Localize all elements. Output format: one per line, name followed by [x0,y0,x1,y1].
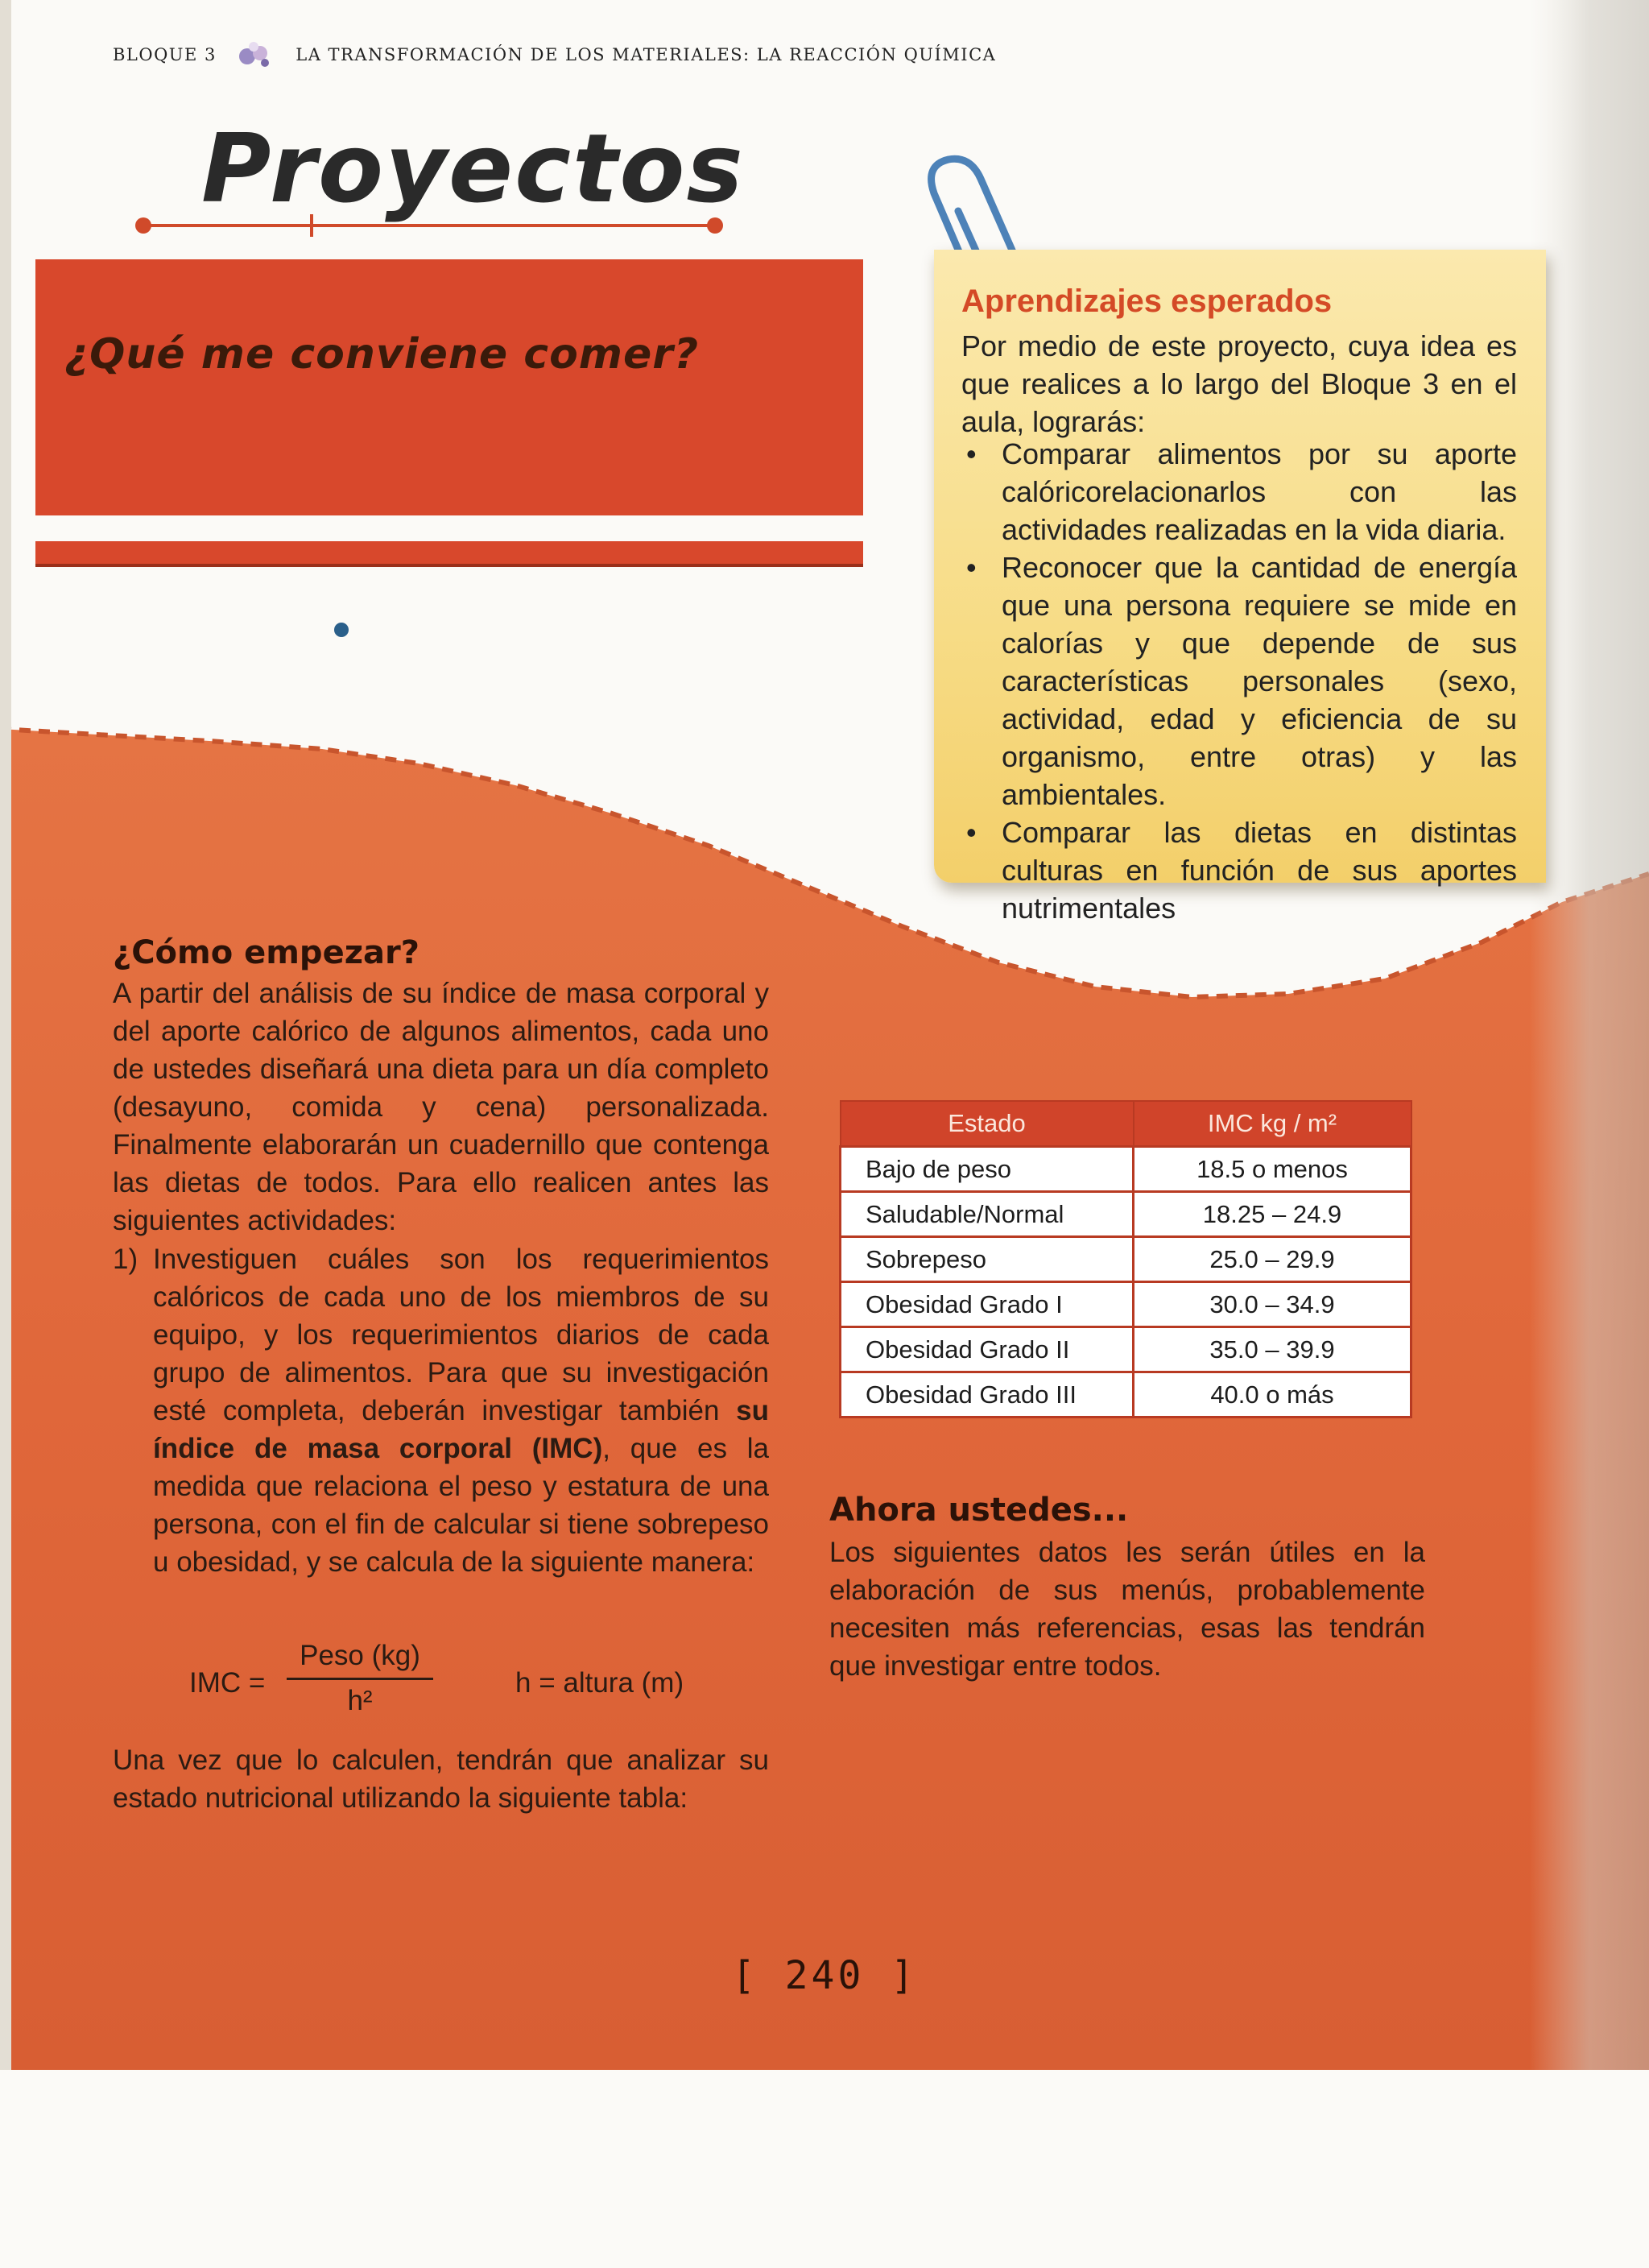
project-subtitle: ¿Qué me conviene comer? [64,330,700,379]
imc-estado-cell: Saludable/Normal [841,1192,1134,1237]
como-empezar-paragraph: A partir del análisis de su índice de masa corporal y del aporte calórico de algunos alimentos, cada uno de ustedes diseñará una dieta para un día completo (desayuno, comida y cena) personalizada. Finalmente elaborarán un cuadernillo que contenga las dietas de todos. Para ello realicen antes las siguientes actividades: [113,978,769,1236]
pin-icon [334,623,349,637]
imc-estado-cell: Sobrepeso [841,1237,1134,1282]
imc-estado-cell: Bajo de peso [841,1147,1134,1192]
imc-value-cell: 25.0 – 29.9 [1134,1237,1411,1282]
imc-value-cell: 35.0 – 39.9 [1134,1327,1411,1372]
table-row [841,1282,1411,1327]
imc-value-cell: 18.25 – 24.9 [1134,1192,1411,1237]
como-empezar-closing: Una vez que lo calculen, tendrán que analizar su estado nutricional utilizando la siguiente tabla: [113,1744,769,1814]
table-row [841,1372,1411,1418]
imc-header-imc: IMC kg / m² [1134,1101,1411,1147]
activity-bold: su índice de masa corporal (IMC) [153,1395,769,1464]
imc-header-estado: Estado [841,1101,1134,1147]
subtitle-box-underline-edge [35,564,863,567]
activity-item-1 [113,1240,770,1581]
learning-item: • Reconocer que la cantidad de energía que una persona requiere se mide en calorías y que depende de sus características personales (sexo, actividad, edad y eficiencia de su organismo, entre otras) y las ambientales. [961,548,1517,813]
learning-title: Aprendizajes esperados [961,284,1333,319]
learning-list [961,435,1517,927]
table-row [841,1237,1411,1282]
como-empezar-heading: ¿Cómo empezar? [113,934,419,971]
learning-item: • Comparar las dietas en distintas culturas en función de sus aportes nutrimentales [961,813,1517,927]
activity-text-1: Investiguen cuáles son los requerimientos calóricos de cada uno de los miembros de su equipo, y los requerimientos diarios de cada grupo de alimentos. Para que su investigación esté completa, deberán investigar también [153,1244,769,1426]
imc-estado-cell: Obesidad Grado I [841,1282,1134,1327]
formula-lhs: IMC = [189,1667,266,1699]
running-header [113,39,996,71]
imc-value-cell: 18.5 o menos [1134,1147,1411,1192]
learning-item: • Comparar alimentos por su aporte calóricorelacionarlos con las actividades realizadas en la vida diaria. [961,435,1517,548]
bloque-label: BLOQUE 3 [113,45,217,64]
learning-intro: Por medio de este proyecto, cuya idea es que realices a lo largo del Bloque 3 en el aula, lograrás: [961,329,1517,438]
imc-table [839,1100,1412,1418]
imc-value-cell: 40.0 o más [1134,1372,1411,1418]
table-row [841,1192,1411,1237]
formula-fraction-bar [287,1678,433,1680]
subtitle-box-underline [35,541,863,564]
left-margin-strip [0,0,11,2070]
subtitle-box [35,259,863,515]
activity-text-2: , que es la medida que relaciona el peso y estatura de una persona, con el fin de calcular si tiene sobrepeso u obesidad, y se calcula de la siguiente manera: [153,1433,770,1578]
activity-number: 1) [113,1244,138,1275]
page-fold-shadow [1530,0,1649,2070]
imc-estado-cell: Obesidad Grado II [841,1327,1134,1372]
page-title: Proyectos [201,113,745,224]
table-row [841,1327,1411,1372]
formula-numerator: Peso (kg) [300,1640,420,1671]
formula-denominator: h² [347,1685,373,1716]
imc-value-cell: 30.0 – 34.9 [1134,1282,1411,1327]
title-rule-dot-left [135,217,151,234]
header-title: LA TRANSFORMACIÓN DE LOS MATERIALES: LA REACCIÓN QUÍMICA [295,45,997,64]
ahora-ustedes-heading: Ahora ustedes... [829,1492,1129,1529]
table-row [841,1147,1411,1192]
imc-estado-cell: Obesidad Grado III [841,1372,1134,1418]
page-number: [ 240 ] [731,1953,918,1998]
molecule-icon [234,39,275,71]
ahora-ustedes-paragraph: Los siguientes datos les serán útiles en la elaboración de sus menús, probablemente necesiten más referencias, esas las tendrán que investigar entre todos. [829,1537,1425,1682]
formula-note: h = altura (m) [515,1667,684,1699]
imc-table-header [841,1101,1411,1147]
